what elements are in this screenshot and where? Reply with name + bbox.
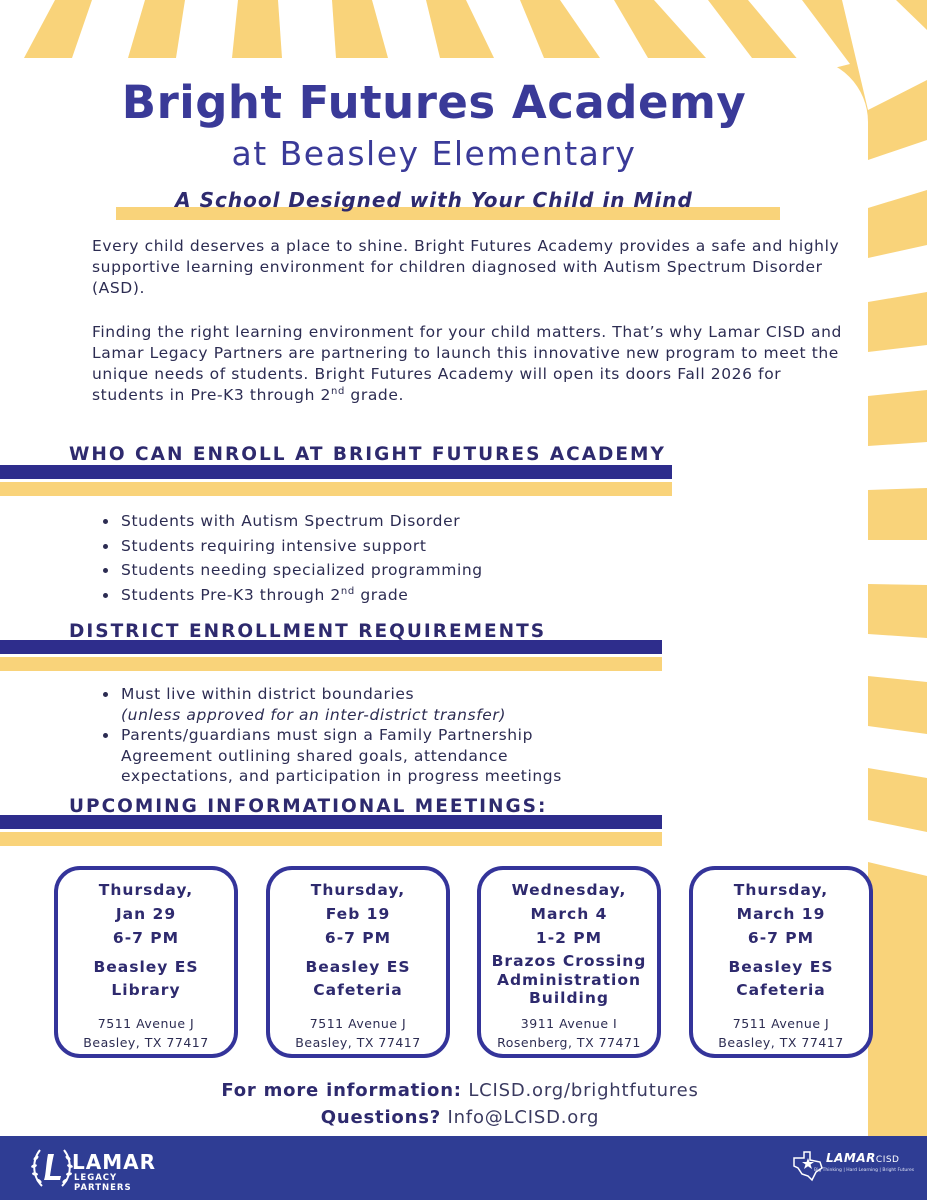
left-logo-sub-text: LEGACY PARTNERS [74, 1173, 132, 1193]
page-title: Bright Futures Academy [121, 76, 747, 129]
meeting-card [266, 866, 450, 1058]
meetings-heading: UPCOMING INFORMATIONAL MEETINGS: [69, 796, 548, 817]
meeting-card [54, 866, 238, 1058]
meeting-location: Beasley ES Cafeteria [728, 958, 834, 999]
meeting-card [477, 866, 661, 1058]
section-bar-gold [0, 657, 662, 671]
texas-star-icon [790, 1148, 826, 1184]
right-logo-motto: Big Thinking | Hard Learning | Bright Futures [814, 1168, 915, 1173]
page-subtitle: at Beasley Elementary [231, 134, 637, 173]
list-item: Students with Autism Spectrum Disorder [103, 509, 483, 534]
section-bar-navy [0, 815, 662, 829]
requirements-list [103, 684, 623, 787]
list-item: Students requiring intensive support [103, 534, 483, 559]
transfer-note: (unless approved for an inter-district transfer) [121, 705, 507, 724]
list-item: Must live within district boundaries (unless approved for an inter-district transfer) [103, 684, 623, 725]
left-logo-main-text: LAMAR [72, 1150, 157, 1174]
meeting-when: Thursday, Feb 19 6-7 PM [310, 881, 406, 947]
laurel-l-icon [30, 1144, 74, 1192]
intro-paragraph-2: Finding the right learning environment for your child matters. That’s why Lamar CISD and Lamar Legacy Partners are partnering to launch this innovative new program to meet the unique needs of students. Bright Futures Academy will open its doors Fall 2026 for students in Pre-K3 through 2nd grade. [92, 323, 842, 404]
right-logo-text: LAMARCISD [826, 1151, 900, 1165]
tagline: A School Designed with Your Child in Mind [175, 188, 693, 212]
meeting-address: 7511 Avenue J Beasley, TX 77417 [718, 1016, 844, 1050]
meeting-when: Wednesday, March 4 1-2 PM [511, 881, 627, 947]
meeting-when: Thursday, March 19 6-7 PM [733, 881, 829, 947]
section-bar-gold [0, 482, 672, 496]
lamar-legacy-partners-logo [30, 1144, 170, 1192]
more-info-line: For more information: LCISD.org/brightfutures [221, 1080, 699, 1101]
section-bar-navy [0, 640, 662, 654]
section-bar-navy [0, 465, 672, 479]
info-link[interactable]: LCISD.org/brightfutures [468, 1080, 699, 1101]
meeting-address: 3911 Avenue I Rosenberg, TX 77471 [497, 1016, 641, 1050]
who-can-enroll-list [103, 509, 483, 608]
questions-line: Questions? Info@LCISD.org [320, 1107, 600, 1128]
section-bar-gold [0, 832, 662, 846]
meeting-address: 7511 Avenue J Beasley, TX 77417 [295, 1016, 421, 1050]
meeting-when: Thursday, Jan 29 6-7 PM [98, 881, 194, 947]
meeting-address: 7511 Avenue J Beasley, TX 77417 [83, 1016, 209, 1050]
who-can-enroll-heading: WHO CAN ENROLL AT BRIGHT FUTURES ACADEMY [69, 444, 666, 465]
meeting-location: Beasley ES Cafeteria [305, 958, 411, 999]
requirements-heading: DISTRICT ENROLLMENT REQUIREMENTS [69, 621, 547, 642]
email-link[interactable]: Info@LCISD.org [447, 1107, 600, 1128]
list-item: Students needing specialized programming [103, 558, 483, 583]
footer [0, 1136, 927, 1200]
meeting-card [689, 866, 873, 1058]
list-item: Parents/guardians must sign a Family Partnership Agreement outlining shared goals, attendance expectations, and participation in progress meetings [103, 725, 623, 787]
list-item: Students Pre-K3 through 2nd grade [103, 583, 483, 608]
meeting-location: Brazos Crossing Administration Building [491, 952, 647, 1007]
meeting-location: Beasley ES Library [93, 958, 199, 999]
intro-paragraph-1: Every child deserves a place to shine. Bright Futures Academy provides a safe and highly supportive learning environment for children diagnosed with Autism Spectrum Disorder (ASD). [92, 237, 840, 297]
lamar-cisd-logo [790, 1146, 915, 1192]
